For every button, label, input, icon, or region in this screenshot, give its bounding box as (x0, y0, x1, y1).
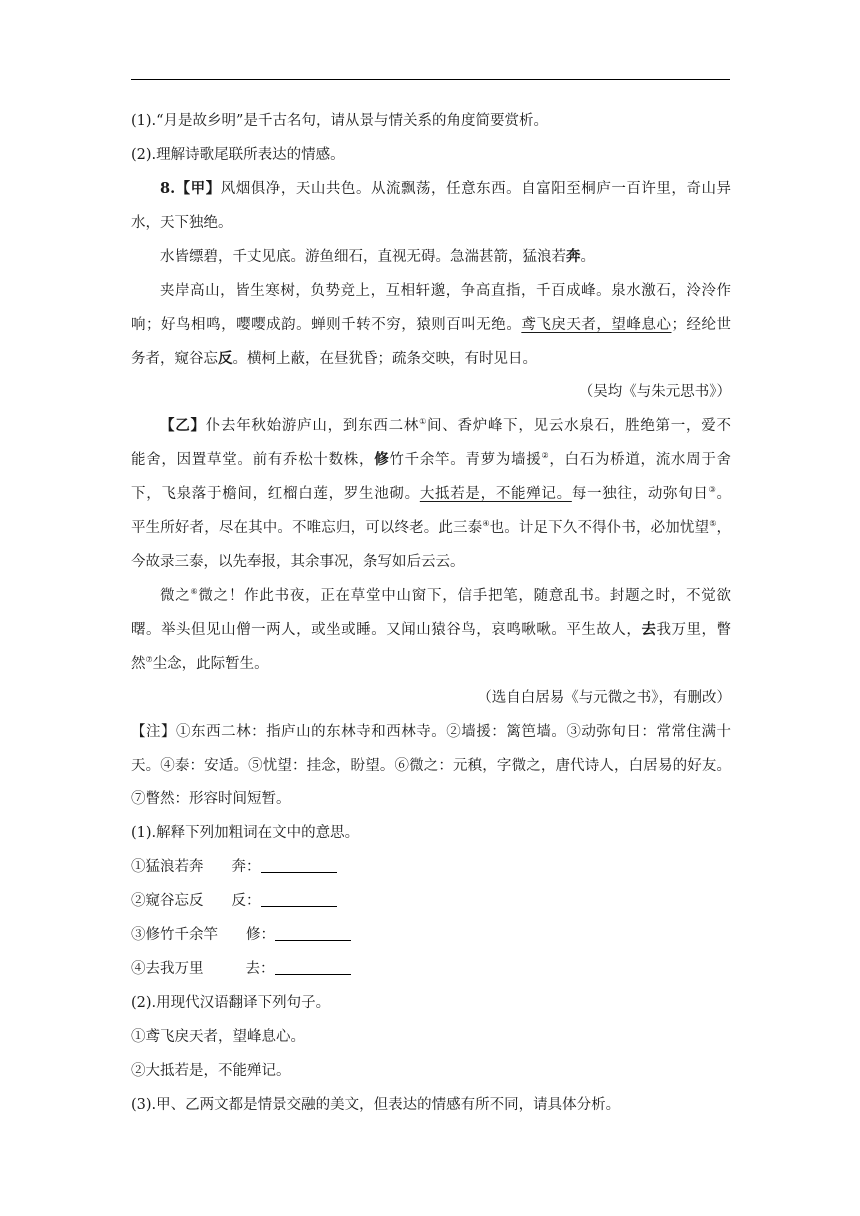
sub-question-1-title: (1).解释下列加粗词在文中的意思。 (131, 825, 360, 841)
sub-question-1-item: ④去我万里 去： (131, 959, 731, 979)
footnote-mark-5: ⑤ (709, 519, 717, 528)
jia-source: （吴均《与朱元思书》） (578, 384, 731, 400)
sub-question-1-item: ③修竹千余竿 修： (131, 925, 731, 945)
bold-word-xiu: 修 (374, 451, 390, 468)
yi-source: （选自白居易《与元微之书》，有删改） (477, 690, 731, 706)
note-line-2: 天。④泰：安适。⑤忧望：挂念，盼望。⑥微之：元稹，字微之，唐代诗人，白居易的好友。 (131, 758, 731, 774)
sub-question-3-title: (3).甲、乙两文都是情景交融的美文，但表达的情感有所不同，请具体分析。 (131, 1097, 621, 1113)
bold-word-qu: 去 (641, 621, 657, 638)
yi-paragraph-2-line-3: 然⑦尘念，此际暂生。 (131, 655, 269, 672)
yi-paragraph-2-line-2: 曙。举头但见山僧一两人，或坐或睡。又闻山猿谷鸟，哀鸣啾啾。平生故人，去我万里，瞥 (131, 621, 732, 638)
sub-question-1-item: ①猛浪若奔 奔： (131, 857, 731, 877)
sub-question-2-item-1: ①鸢飞戾天者，望峰息心。 (131, 1029, 305, 1045)
yi-tag: 【乙】 (160, 417, 206, 434)
footnote-mark-1: ① (419, 417, 427, 426)
answer-blank[interactable] (261, 892, 337, 907)
bold-word-fan: 反 (218, 350, 233, 367)
yi-line-5: 今故录三泰，以先奉报，其余事况，条写如后云云。 (131, 554, 465, 570)
yi-line-2: 能舍，因置草堂。前有乔松十数株，修竹千余竿。青萝为墙援②，白石为桥道，流水周于舍 (131, 451, 732, 468)
prev-question-1: (1).“月是故乡明”是千古名句，请从景与情关系的角度简要赏析。 (131, 113, 548, 129)
note-line-3: ⑦瞥然：形容时间短暂。 (131, 791, 291, 807)
jia-tag: 【甲】 (175, 180, 221, 197)
question-number: 8. (160, 180, 176, 197)
sub-question-2-title: (2).用现代汉语翻译下列句子。 (131, 995, 331, 1011)
yi-line-3: 下，飞泉落于檐间，红榴白莲，罗生池砌。大抵若是，不能殚记。每一独往，动弥旬日③。 (131, 485, 732, 502)
bold-word-ben: 奔 (566, 248, 581, 265)
jia-paragraph-3-line-2: 响；好鸟相鸣，嘤嘤成韵。蝉则千转不穷，猿则百叫无绝。鸢飞戾天者，望峰息心；经纶世 (131, 317, 732, 333)
yi-line-1: 【乙】仆去年秋始游庐山，到东西二林①间、香炉峰下，见云水泉石，胜绝第一，爱不 (160, 417, 732, 434)
footnote-mark-6: ⑥ (190, 587, 199, 596)
footnote-mark-2: ② (541, 451, 550, 460)
yi-line-4: 平生所好者，尽在其中。不唯忘归，可以终老。此三泰④也。计足下久不得仆书，必加忧望⑤， (131, 519, 732, 536)
sub-question-2-item-2: ②大抵若是，不能殚记。 (131, 1063, 291, 1079)
jia-paragraph-2: 水皆缥碧，千丈见底。游鱼细石，直视无碍。急湍甚箭，猛浪若奔。 (160, 248, 595, 265)
header-rule (131, 79, 730, 80)
jia-paragraph-1-line-1: 8.【甲】风烟俱净，天山共色。从流飘荡，任意东西。自富阳至桐庐一百许里，奇山异 (160, 180, 731, 197)
footnote-mark-3: ③ (708, 485, 717, 494)
answer-blank[interactable] (275, 926, 351, 941)
jia-paragraph-3-line-1: 夹岸高山，皆生寒树，负势竞上，互相轩邈，争高直指，千百成峰。泉水激石，泠泠作 (160, 283, 731, 299)
jia-paragraph-1-line-2: 水，天下独绝。 (131, 215, 233, 231)
answer-blank[interactable] (275, 960, 351, 975)
prev-question-2: (2).理解诗歌尾联所表达的情感。 (131, 147, 345, 163)
answer-blank[interactable] (261, 858, 337, 873)
yi-paragraph-2-line-1: 微之⑥微之！作此书夜，正在草堂中山窗下，信手把笔，随意乱书。封题之时，不觉欲 (160, 587, 732, 604)
underlined-sentence-2: 大抵若是，不能殚记。 (419, 486, 572, 502)
jia-paragraph-3-line-3: 务者，窥谷忘反。横柯上蔽，在昼犹昏；疏条交映，有时见日。 (131, 350, 537, 367)
underlined-sentence-1: 鸢飞戾天者，望峰息心 (521, 317, 672, 333)
footnote-mark-4: ④ (482, 519, 490, 528)
note-line-1: 【注】①东西二林：指庐山的东林寺和西林寺。②墙援：篱笆墙。③动弥旬日：常常住满十 (131, 724, 731, 740)
sub-question-1-item: ②窥谷忘反 反： (131, 891, 731, 911)
footnote-mark-7: ⑦ (145, 655, 153, 664)
